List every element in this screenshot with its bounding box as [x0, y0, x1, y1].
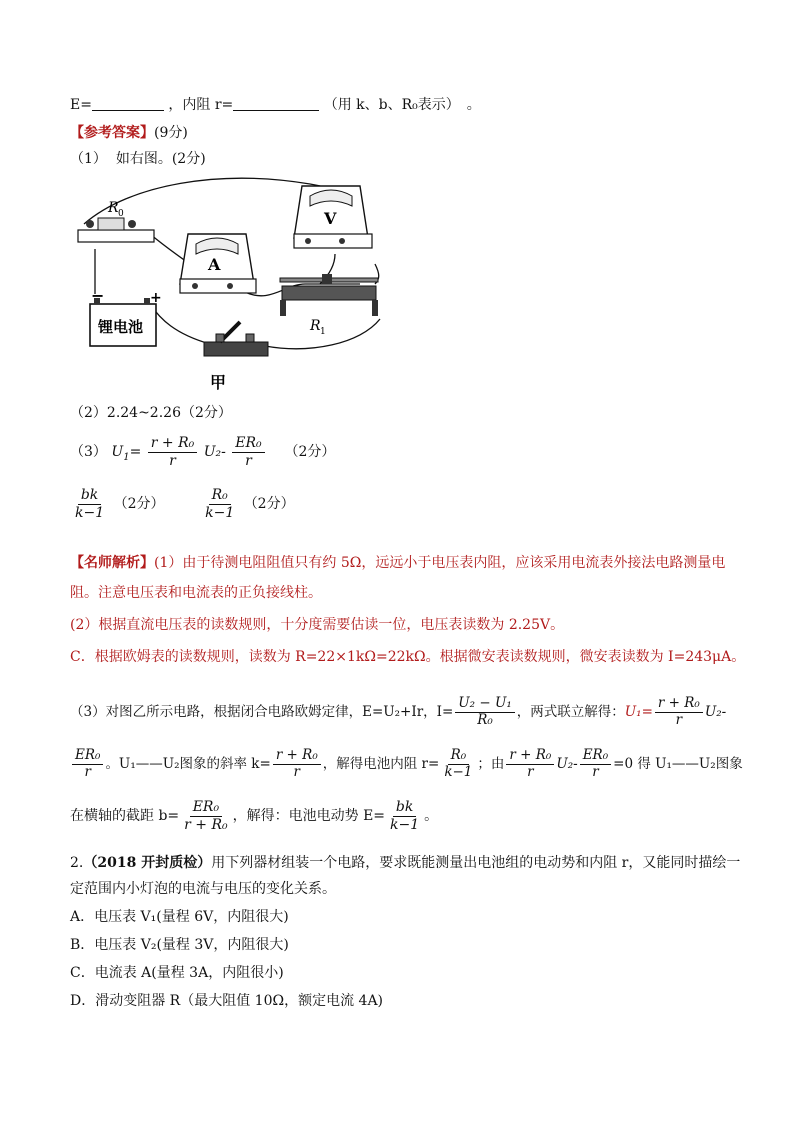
ammeter-base — [180, 279, 256, 293]
fraction-u2-minus-u1-over-r0: $\frac{\text{U₂ − U₁}}{\text{R₀}}$ — [455, 696, 514, 728]
fraction-er0-over-r-2: $\frac{\text{ER₀}}{r}$ — [72, 748, 103, 780]
option-c-text: C．电流表 A(量程 3A，内阻很小) — [70, 965, 284, 981]
reference-answer-header — [70, 122, 188, 144]
answer-3-label: （3） — [70, 444, 107, 460]
rheostat-leg-right — [372, 300, 378, 316]
analysis-u2-term: U₂- — [704, 704, 727, 720]
rheostat-slider — [322, 274, 332, 284]
fraction-r0-over-k-1: $\frac{\text{R₀}}{k-1}$ — [205, 487, 235, 521]
answer-4a-score: （2分） — [113, 496, 165, 512]
voltmeter-terminal-2 — [339, 238, 345, 244]
circuit-diagram — [70, 174, 400, 396]
analysis-text-5e: =0 得 U₁——U₂图象 — [613, 756, 743, 772]
answer-blank-line — [70, 94, 481, 116]
fraction-slope: $\frac{\text{r + R₀}}{r}$ — [273, 748, 321, 780]
r0-board — [78, 230, 154, 242]
ammeter-terminal-2 — [227, 283, 233, 289]
question-2-text-1: 用下列器材组装一个电路，要求既能测量出电池组的电动势和内阻 r，又能同时描绘一 — [211, 855, 741, 871]
analysis-u1-eq: U₁= — [624, 704, 653, 720]
fraction-r-plus-r0-over-r: $\frac{\text{r + R₀}}{r}$ — [148, 435, 197, 468]
wire-battery-switch — [150, 304, 210, 344]
e-label: E= — [70, 97, 92, 113]
rheostat-leg-left — [280, 300, 286, 316]
r0-label: R — [108, 200, 119, 216]
answer-1 — [70, 148, 206, 170]
battery-label: 锂电池 — [98, 318, 144, 336]
fraction-r-plus-r0-over-r-3: $\frac{\text{r + R₀}}{r}$ — [506, 748, 554, 780]
option-a — [70, 906, 289, 928]
analysis-text-2: (2）根据直流电压表的读数规则，十分度需要估读一位，电压表读数为 2.25V。 — [70, 617, 565, 633]
voltmeter-label: V — [324, 209, 337, 228]
r0-resistor — [98, 218, 124, 230]
question-2-source: （2018 开封质检） — [83, 855, 212, 871]
answer-4 — [70, 484, 295, 524]
analysis-u2-term-2: U₂- — [556, 756, 578, 772]
answer-3 — [70, 432, 335, 478]
figure-caption: 甲 — [210, 373, 227, 392]
total-score: (9分) — [154, 125, 188, 141]
analysis-paragraph-3 — [70, 646, 745, 668]
answer-3-score: （2分） — [284, 444, 336, 460]
r1-label: R — [310, 318, 321, 334]
battery-minus-sign: − — [91, 286, 105, 305]
switch-post-2 — [246, 334, 254, 342]
r0-terminal-left — [86, 220, 94, 228]
analysis-text-5a: 。U₁——U₂图象的斜率 k= — [105, 756, 271, 772]
r-label: ，内阻 r= — [168, 97, 234, 113]
analysis-header: 【名师解析】 — [70, 555, 154, 571]
answer-2-text: （2）2.24~2.26（2分） — [70, 405, 232, 421]
option-a-text: A．电压表 V₁(量程 6V，内阻很大) — [70, 909, 289, 925]
fraction-r-plus-r0-over-r-2: $\frac{\text{r + R₀}}{r}$ — [655, 696, 703, 728]
fraction-emf: $\frac{bk}{k-1}$ — [390, 799, 420, 833]
analysis-text-6b: ，解得：电池电动势 E= — [232, 808, 386, 824]
u2-term: U₂- — [203, 444, 226, 460]
answer-1-text: 如右图。(2分) — [115, 151, 206, 167]
analysis-text-6c: 。 — [424, 808, 439, 824]
answer-2 — [70, 402, 232, 424]
switch-base — [204, 342, 268, 356]
analysis-paragraph-2 — [70, 614, 564, 636]
question-2-number: 2. — [70, 855, 84, 871]
option-b — [70, 934, 289, 956]
r0-terminal-right — [128, 220, 136, 228]
r1-subscript: 1 — [320, 327, 326, 337]
blank-r — [233, 96, 319, 111]
r0-subscript: 0 — [118, 209, 124, 219]
fraction-bk-over-k-1: $\frac{bk}{k-1}$ — [75, 487, 105, 521]
option-d-text: D．滑动变阻器 R（最大阻值 10Ω，额定电流 4A) — [70, 993, 384, 1009]
question-2-line-2 — [70, 878, 336, 900]
hint-text: （用 k、b、R₀表示） 。 — [323, 97, 481, 113]
analysis-text-1b: 阻。注意电压表和电流表的正负接线柱。 — [70, 585, 322, 601]
analysis-paragraph-1b — [70, 582, 322, 604]
equals: = — [129, 444, 142, 460]
rheostat-coil — [282, 286, 376, 300]
fraction-er0-over-r: $\frac{\text{ER₀}}{r}$ — [232, 435, 264, 468]
analysis-text-6a: 在横轴的截距 b= — [70, 808, 180, 824]
analysis-text-5c: ；由 — [477, 756, 505, 772]
answer-1-label: （1） — [70, 151, 107, 167]
fraction-r-result: $\frac{\text{R₀}}{k-1}$ — [444, 747, 473, 780]
analysis-text-3: C．根据欧姆表的读数规则，读数为 R=22×1kΩ=22kΩ。根据微安表读数规则，微安表读数为 I=243μA。 — [70, 649, 746, 665]
analysis-text-4b: ，两式联立解得： — [516, 704, 625, 720]
analysis-text-1a: (1）由于待测电阻阻值只有约 5Ω，远远小于电压表内阻，应该采用电流表外接法电路测量电 — [154, 555, 726, 571]
analysis-text-4a: （3）对图乙所示电路，根据闭合电路欧姆定律，E=U₂+Ir，I= — [70, 704, 454, 720]
blank-e — [92, 96, 164, 111]
option-b-text: B．电压表 V₂(量程 3V，内阻很大) — [70, 937, 289, 953]
answer-4b-score: （2分） — [243, 496, 295, 512]
fraction-er0-over-r-3: $\frac{\text{ER₀}}{r}$ — [580, 748, 611, 780]
question-2-line-1 — [70, 852, 740, 874]
ammeter-terminal-1 — [192, 283, 198, 289]
fraction-intercept: $\frac{\text{ER₀}}{\text{r + R₀}}$ — [184, 799, 228, 833]
u1-symbol: $U_1$ — [111, 444, 130, 463]
option-d — [70, 990, 383, 1012]
option-c — [70, 962, 284, 984]
analysis-paragraph-6 — [70, 794, 438, 838]
reference-answer-label: 【参考答案】 — [70, 125, 154, 141]
battery-plus-sign: + — [150, 290, 162, 306]
analysis-paragraph-1a — [70, 552, 725, 574]
analysis-paragraph-4 — [70, 690, 726, 734]
voltmeter-terminal-1 — [305, 238, 311, 244]
analysis-text-5b: ，解得电池内阻 r= — [322, 756, 440, 772]
question-2-text-2: 定范围内小灯泡的电流与电压的变化关系。 — [70, 881, 336, 897]
analysis-paragraph-5 — [70, 742, 743, 786]
ammeter-label: A — [208, 255, 221, 274]
switch-post-1 — [216, 334, 224, 342]
